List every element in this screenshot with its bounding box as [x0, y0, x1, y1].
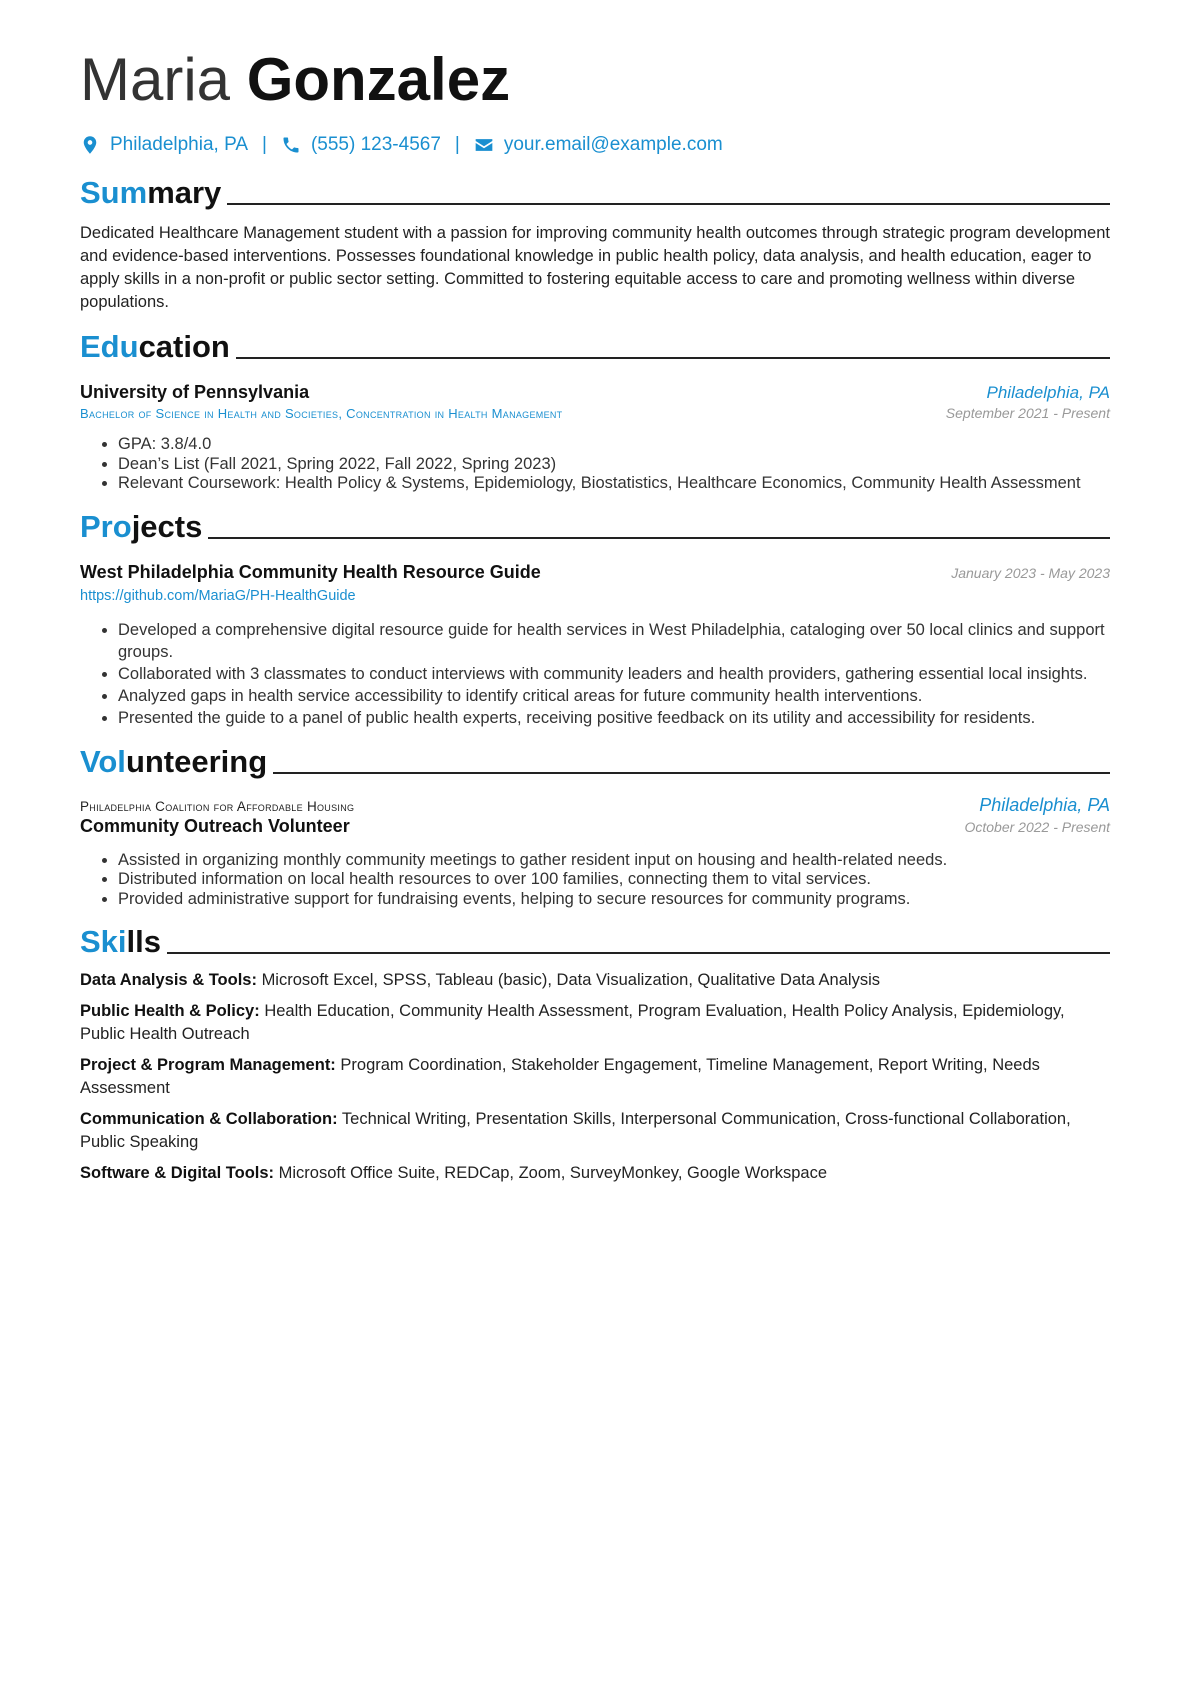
last-name: Gonzalez [246, 46, 511, 113]
education-header-row [80, 382, 1110, 403]
list-item: • Dean’s List (Fall 2021, Spring 2022, Fall 2022, Spring 2023) [118, 455, 1110, 475]
location-text: Philadelphia, PA [110, 134, 249, 155]
list-item: • Presented the guide to a panel of public health experts, receiving positive feedback on its utility and accessibility for residents. [118, 707, 1110, 729]
first-name: Maria [80, 46, 231, 113]
list-item: • Provided administrative support for fundraising events, helping to secure resources for community programs. [118, 890, 1110, 910]
section-rule [227, 203, 1110, 205]
skills-list [80, 969, 1110, 1185]
list-item: • Relevant Coursework: Health Policy & Systems, Epidemiology, Biostatistics, Healthcare Economics, Community Health Assessment [118, 474, 1110, 494]
volunteer-dates: October 2022 - Present [964, 818, 1110, 835]
skill-label: Software & Digital Tools: [80, 1164, 275, 1182]
section-header [80, 322, 1110, 366]
project-dates: January 2023 - May 2023 [951, 564, 1110, 581]
list-item: • Developed a comprehensive digital resource guide for health services in West Philadelphia, cataloging over 50 local clinics and support groups. [118, 619, 1110, 663]
skill-value: Microsoft Office Suite, REDCap, Zoom, SurveyMonkey, Google Workspace [278, 1164, 828, 1182]
skill-row [80, 1000, 1110, 1046]
volunteering-section [80, 737, 1110, 910]
skill-label: Communication & Collaboration: [80, 1110, 338, 1128]
skill-value: Health Education, Community Health Assessment, Program Evaluation, Health Policy Analysis, Epidemiology, Public Health Outreach [80, 1002, 1065, 1043]
skill-row [80, 969, 1110, 992]
section-rule [236, 357, 1110, 359]
projects-section [80, 502, 1110, 729]
school-location: Philadelphia, PA [986, 383, 1110, 402]
contact-separator: | [454, 134, 460, 155]
education-section [80, 322, 1110, 494]
list-item: • Assisted in organizing monthly community meetings to gather resident input on housing and health-related needs. [118, 851, 1110, 871]
education-bullets [80, 435, 1110, 494]
skill-label: Data Analysis & Tools: [80, 971, 257, 989]
section-title: Volunteering [80, 743, 268, 779]
section-rule [273, 772, 1110, 774]
project-header-row [80, 562, 1110, 583]
volunteer-role: Community Outreach Volunteer [80, 815, 350, 836]
section-header [80, 168, 1110, 212]
section-title: Education [80, 329, 230, 364]
skill-label: Public Health & Policy: [80, 1002, 260, 1020]
contact-bar [80, 130, 1110, 160]
section-header [80, 917, 1110, 961]
skill-value: Program Coordination, Stakeholder Engagement, Timeline Management, Report Writing, Needs Assessment [80, 1056, 1040, 1097]
volunteer-role-row [80, 816, 1110, 837]
phone-icon [281, 135, 301, 155]
envelope-icon [474, 135, 494, 155]
section-rule [208, 537, 1110, 539]
phone-text: (555) 123-4567 [310, 134, 441, 155]
project-link-row [80, 587, 1110, 605]
list-item: • GPA: 3.8/4.0 [118, 435, 1110, 455]
contact-location [80, 134, 248, 156]
summary-section [80, 168, 1110, 314]
contact-phone[interactable] [281, 134, 441, 156]
project-link[interactable]: https://github.com/MariaG/PH-HealthGuide [80, 587, 356, 604]
list-item: • Analyzed gaps in health service accessibility to identify critical areas for future community health interventions. [118, 685, 1110, 707]
skill-row [80, 1054, 1110, 1100]
education-degree-row [80, 405, 1110, 421]
contact-separator: | [262, 134, 267, 155]
email-text: your.email@example.com [503, 134, 723, 155]
skill-value: Technical Writing, Presentation Skills, Interpersonal Communication, Cross-functional Collaboration, Public Speaking [80, 1110, 1071, 1151]
school-name: University of Pennsylvania [80, 382, 310, 402]
section-header [80, 502, 1110, 546]
summary-text: Dedicated Healthcare Management student with a passion for improving community health outcomes through strategic program development and evidence-based interventions. Possesses foundational knowledge in public health policy, data analysis, and health education, eager to apply skills in a non-profit or public sector setting. Committed to fostering equitable access to care and promoting wellness within diverse populations. [80, 224, 1110, 311]
section-header [80, 737, 1110, 781]
education-dates: September 2021 - Present [945, 405, 1110, 421]
section-rule [167, 952, 1110, 954]
project-name: West Philadelphia Community Health Resource Guide [80, 561, 541, 582]
volunteer-header-row [80, 795, 1110, 816]
degree: Bachelor of Science in Health and Societies, Concentration in Health Management [80, 406, 563, 421]
skill-row [80, 1108, 1110, 1154]
section-title: Summary [80, 175, 222, 210]
project-bullets [80, 619, 1110, 729]
candidate-name [80, 40, 1110, 120]
map-marker-icon [80, 135, 100, 155]
section-title: Projects [80, 508, 203, 544]
skill-row [80, 1162, 1110, 1185]
skill-label: Project & Program Management: [80, 1056, 336, 1074]
organization-name: Philadelphia Coalition for Affordable Housing [80, 798, 355, 814]
contact-email[interactable] [474, 134, 723, 156]
skill-value: Microsoft Excel, SPSS, Tableau (basic), Data Visualization, Qualitative Data Analysis [261, 971, 880, 989]
list-item: • Collaborated with 3 classmates to conduct interviews with community leaders and health providers, gathering essential local insights. [118, 663, 1110, 685]
volunteer-bullets [80, 851, 1110, 910]
skills-section [80, 917, 1110, 1185]
volunteer-location: Philadelphia, PA [979, 794, 1110, 815]
list-item: • Distributed information on local health resources to over 100 families, connecting them to vital services. [118, 870, 1110, 890]
section-title: Skills [80, 924, 161, 959]
